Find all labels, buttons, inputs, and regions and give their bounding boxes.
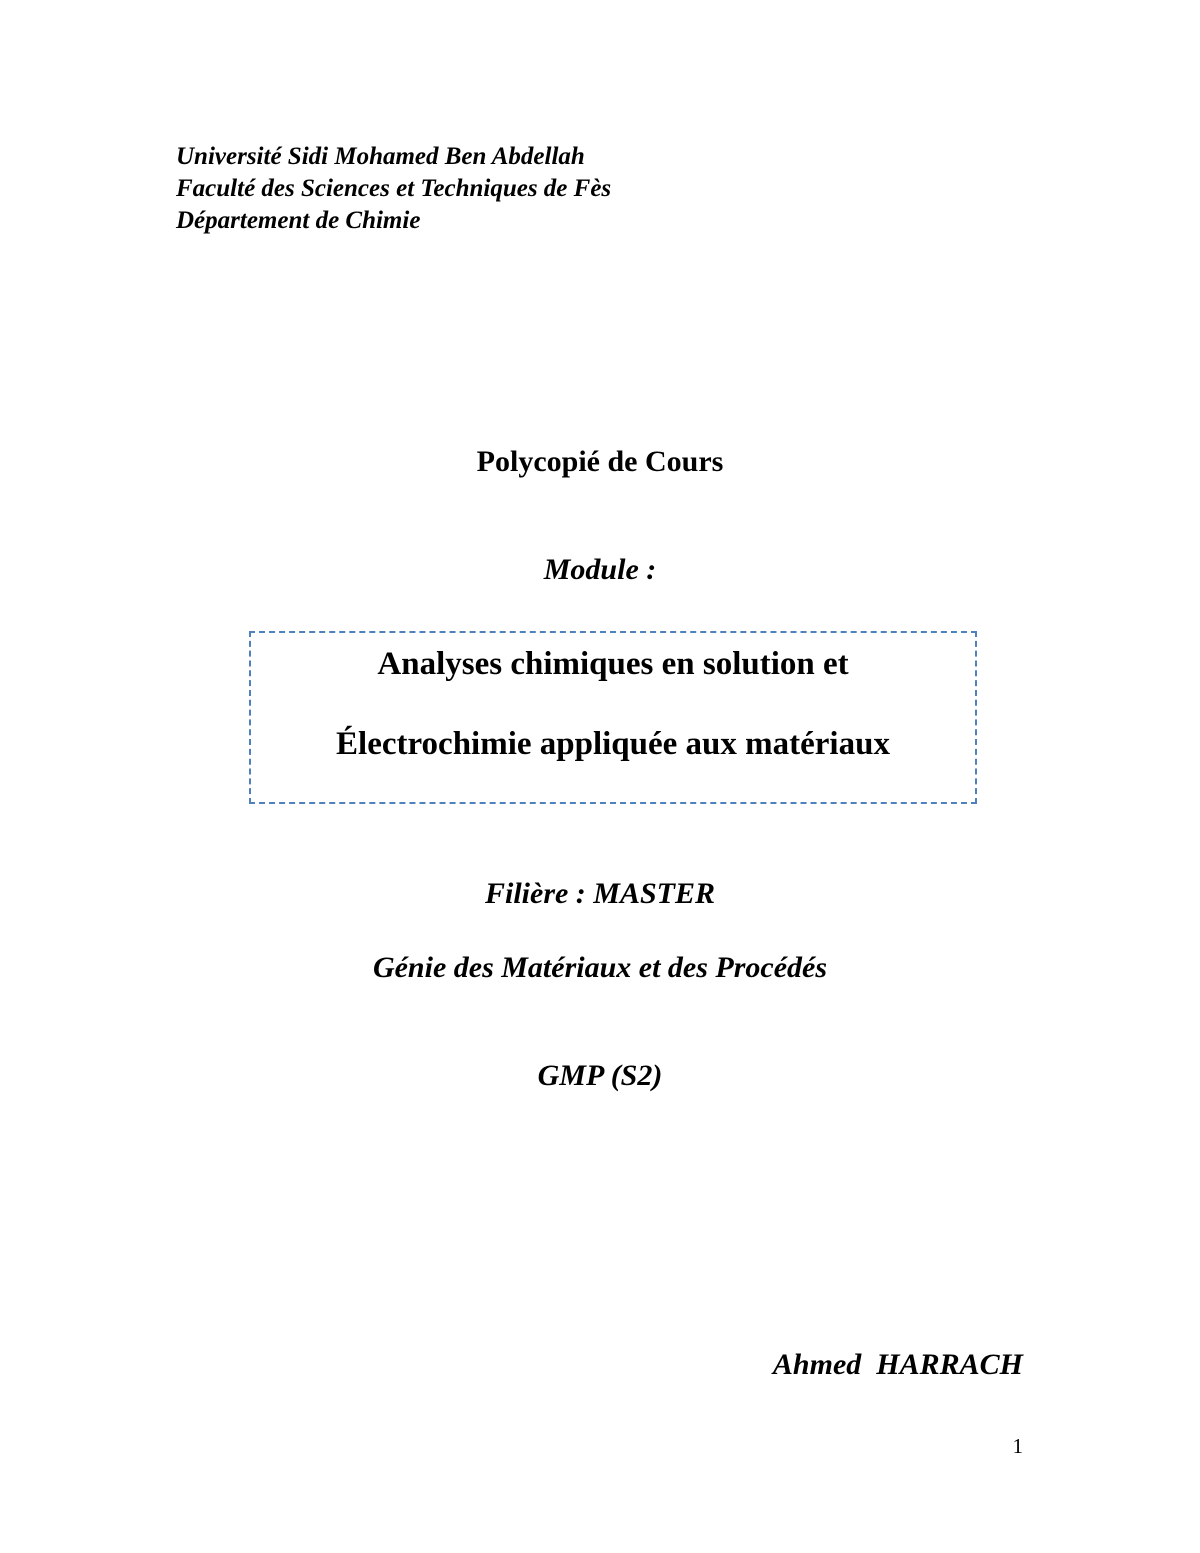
program-speciality: Génie des Matériaux et des Procédés [372,951,828,984]
faculty-name: Faculté des Sciences et Techniques de Fès [176,175,612,202]
author-name: Ahmed HARRACH [772,1348,1023,1381]
program-filiere: Filière : MASTER [484,877,716,910]
document-type: Polycopié de Cours [476,445,724,478]
institution-header [176,141,611,237]
page-number: 1 [1012,1434,1023,1458]
module-title-box [249,631,977,804]
department-name: Département de Chimie [176,207,421,234]
module-label: Module : [543,553,657,586]
module-title-line-2: Électrochimie appliquée aux matériaux [336,726,890,762]
module-title-line-1: Analyses chimiques en solution et [377,646,849,682]
university-name: Université Sidi Mohamed Ben Abdellah [176,143,585,170]
program-code: GMP (S2) [537,1059,663,1092]
